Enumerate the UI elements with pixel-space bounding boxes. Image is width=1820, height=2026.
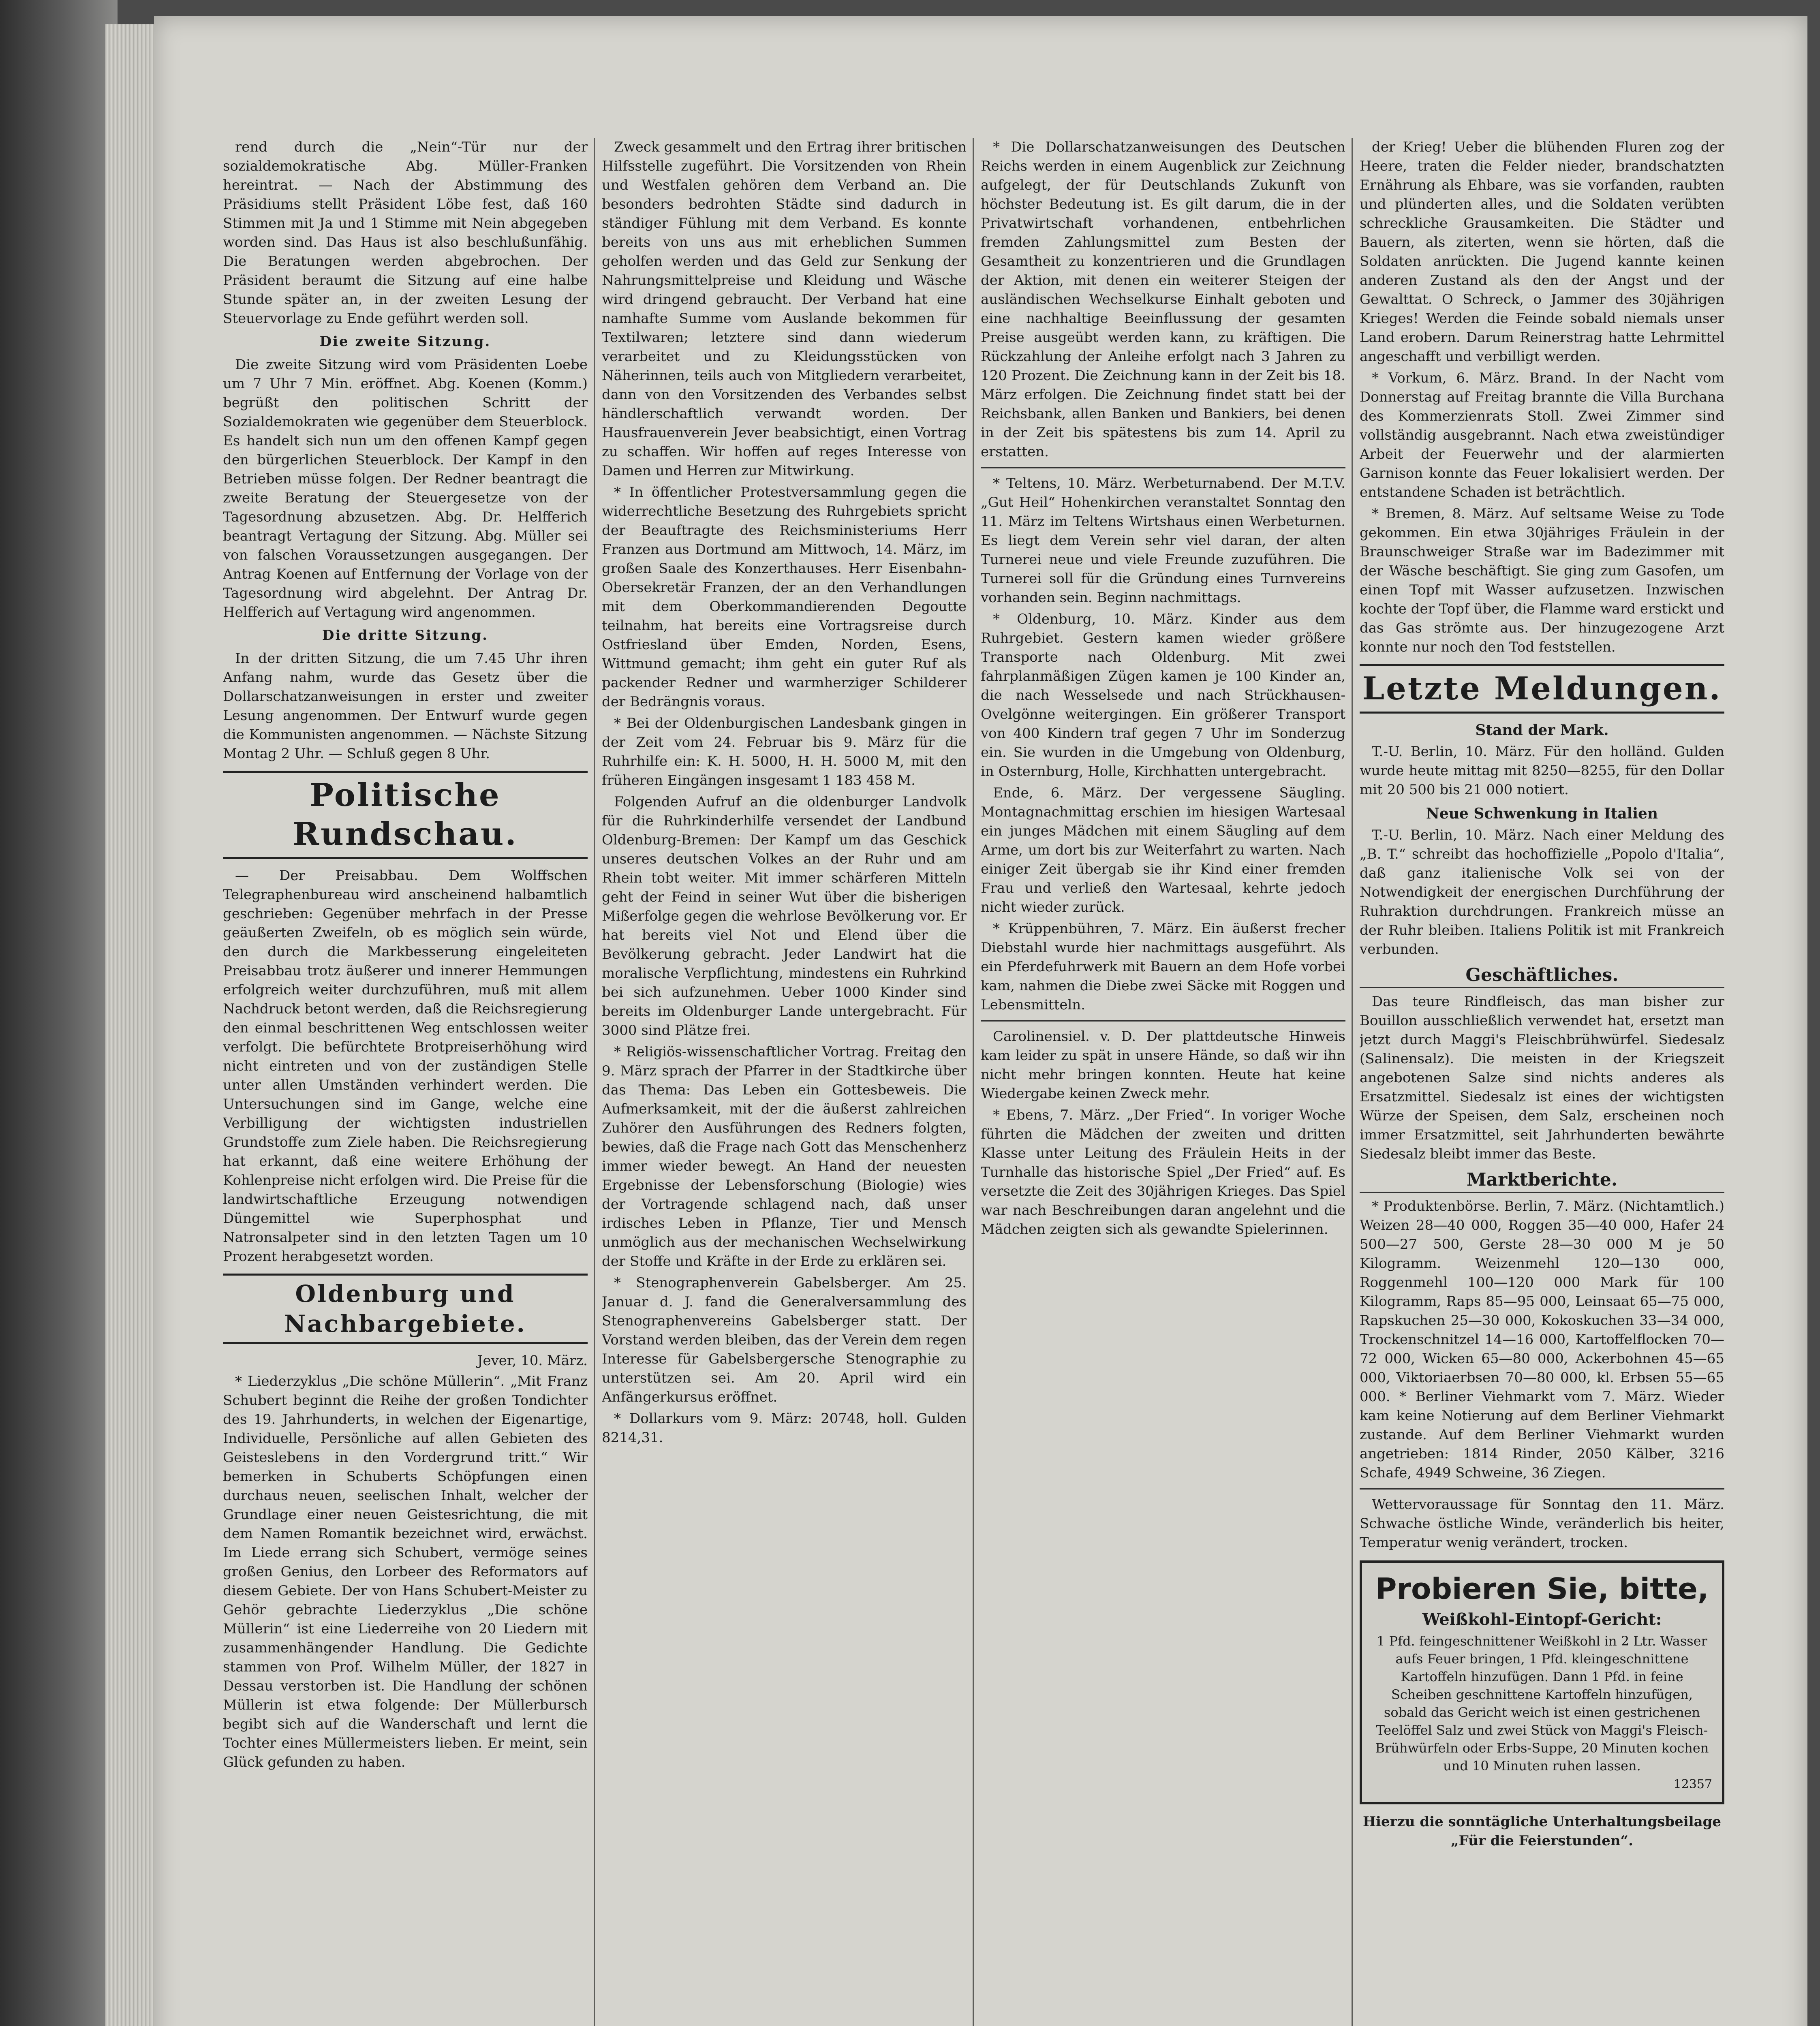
article-text: Ende, 6. März. Der vergessene Säugling. Montagnachmittag erschien im hiesigen Wartesaal ein junges Mädchen mit einem Säugling auf dem Arme, um dort bis zur Weiterfahrt zu warten. Nach einiger Zeit übergab sie ihr Kind einer fremden Frau und verließ den Wartesaal, kehrte jedoch nicht wieder zurück. [981, 785, 1345, 915]
politische-rundschau-heading: Politische Rundschau. [223, 771, 588, 859]
page-stack-edge [105, 24, 162, 2026]
article-text: * Bremen, 8. März. Auf seltsame Weise zu Tode gekommen. Ein etwa 30jähriges Fräulein in der Braunschweiger Straße war im Badezimmer mit der Wäsche beschäftigt. Sie ging zum Gasofen, um einen Topf mit Wasser aufzusetzen. Inzwischen kochte der Topf über, die Flamme ward erstickt und das Gas strömte aus. Der hinzugezogene Arzt konnte nur noch den Tod feststellen. [1360, 506, 1724, 655]
article-text: T.-U. Berlin, 10. März. Für den holländ. Gulden wurde heute mittag mit 8250—8255, für den Dollar mit 20 500 bis 21 000 notiert. [1360, 744, 1724, 798]
column-2 [602, 138, 967, 2026]
letzte-meldungen-heading: Letzte Meldungen. [1360, 664, 1724, 714]
article-text: In der dritten Sitzung, die um 7.45 Uhr ihren Anfang nahm, wurde das Gesetz über die Dollarschatzanweisungen in erster und zweiter Lesung angenommen. Der Entwurf wurde gegen die Kommunisten angenommen. — Nächste Sitzung Montag 2 Uhr. — Schluß gegen 8 Uhr. [223, 650, 588, 762]
weather-forecast: Wettervoraussage für Sonntag den 11. März. Schwache östliche Winde, veränderlich bis heiter, Temperatur wenig verändert, trocken. [1360, 1496, 1724, 1551]
column-1 [223, 138, 588, 2026]
article-text: der Krieg! Ueber die blühenden Fluren zog der Heere, traten die Felder nieder, brandschatzten Ernährung als Ehbare, was sie vorfanden, raubten und plünderten alles, und die Soldaten verübten schreckliche Grausamkeiten. Die Städter und Bauern, als ziterten, wenn sie hörten, daß die Soldaten anrückten. Die Jugend kannte keinen anderen Zustand als den der Angst und der Gewalttat. O Schreck, o Jammer des 30jährigen Krieges! Werden die Feinde sobald niemals unser Land erobern. Darum Reinerstrag hatte Lehrmittel angeschafft und verbilligt werden. [1360, 139, 1724, 365]
article-text: * Bei der Oldenburgischen Landesbank gingen in der Zeit vom 24. Februar bis 9. März für die Ruhrhilfe ein: K. H. 5000, H. H. 5000 M, mit den früheren Eingängen insgesamt 1 183 458 M. [602, 715, 967, 789]
divider [981, 467, 1345, 468]
article-text: Zweck gesammelt und den Ertrag ihrer britischen Hilfsstelle zugeführt. Die Vorsitzenden von Rhein und Westfalen gehören dem Verband an. Die besonders bedrohten Städte sind dadurch in ständiger Fühlung mit dem Verband. Es konnte bereits von uns aus mit erheblichen Summen geholfen werden und das Geld zur Senkung der Nahrungsmittelpreise und Kleidung und Wäsche wird dringend gebraucht. Der Verband hat eine namhafte Summe vom Auslande bekommen für Textilwaren; letztere sind dann wiederum verarbeitet und zu Kleidungsstücken von Näherinnen, teils auch von Mitgliedern verarbeitet, dann von den Vorsitzenden des Verbandes selbst händlerschaftlich verwandt worden. Der Hausfrauenverein Jever beabsichtigt, einen Vortrag zu schaffen. Wir hoffen auf reges Interesse von Damen und Herren zur Mitwirkung. [602, 139, 967, 479]
ad-code: 12357 [1673, 1777, 1712, 1791]
article-text: Die zweite Sitzung wird vom Präsidenten Loebe um 7 Uhr 7 Min. eröffnet. Abg. Koenen (Komm.) begrüßt den politischen Schritt der Sozialdemokraten wie gegenüber dem Steuerblock. Es handelt sich nun um den offenen Kampf gegen den bürgerlichen Steuerblock. Der Kampf in den Betrieben müsse folgen. Der Redner beantragt die zweite Beratung der Steuergesetze von der Tagesordnung abzusetzen. Abg. Dr. Helfferich beantragt Vertagung der Sitzung. Abg. Müller sei von falschen Voraussetzungen ausgegangen. Der Antrag Koenen auf Entfernung der Vorlage von der Tagesordnung wird abgelehnt. Der Antrag Dr. Helfferich auf Vertagung wird angenommen. [223, 357, 588, 620]
column-rule [973, 138, 974, 2026]
article-text: * Produktenbörse. Berlin, 7. März. (Nichtamtlich.) Weizen 28—40 000, Roggen 35—40 000, Hafer 24 500—27 500, Gerste 28—30 000 M je 50 Kilogramm. Weizenmehl 120—130 000, Roggenmehl 100—120 000 Mark für 100 Kilogramm, Raps 85—95 000, Leinsaat 65—75 000, Rapskuchen 25—30 000, Kokoskuchen 33—34 000, Trockenschnitzel 14—16 000, Kartoffelflocken 70—72 000, Wicken 65—80 000, Ackerbohnen 45—65 000, Viktoriaerbsen 70—80 000, kl. Erbsen 55—65 000. * Berliner Viehmarkt vom 7. März. Wieder kam keine Notierung auf dem Berliner Viehmarkt zustande. Auf dem Berliner Viehmarkt wurden angetrieben: 1814 Rinder, 2050 Kälber, 3216 Schafe, 4949 Schweine, 36 Ziegen. [1360, 1198, 1724, 1481]
article-text: — Der Preisabbau. Dem Wolffschen Telegraphenbureau wird anscheinend halbamtlich geschrieben: Gegenüber mehrfach in der Presse geäußerten Zweifeln, ob es möglich sein würde, den durch die Markbesserung eingeleiteten Preisabbau trotz äußerer und innerer Hemmungen erfolgreich weiter durchzuführen, muß mit allem Nachdruck betont werden, daß die Reichsregierung den einmal beschrittenen Weg entschlossen weiter verfolgt. Die befürchtete Brotpreiserhöhung wird nicht eintreten und von der zuständigen Stelle unter allen Umständen verhindert werden. Die Untersuchungen sind im Gange, welche eine Verbilligung der wichtigsten industriellen Grundstoffe zum Ziele haben. Die Reichsregierung hat erkannt, daß eine weitere Erhöhung der Kohlenpreise nicht erfolgen wird. Die Preise für die landwirtschaftliche Erzeugung notwendigen Düngemittel wie Superphosphat und Natronsalpeter sind in den letzten Tagen um 10 Prozent herabgesetzt worden. [223, 868, 588, 1265]
article-text: * Oldenburg, 10. März. Kinder aus dem Ruhrgebiet. Gestern kamen wieder größere Transporte nach Oldenburg. Mit zwei fahrplanmäßigen Zügen kamen je 100 Kinder an, die nach Wesselsede und nach Strückhausen-Ovelgönne weitergingen. Ein größerer Transport von 400 Kindern traf gegen 7 Uhr im Sonderzug ein. Sie wurden in die Umgebung von Oldenburg, in Osternburg, Holle, Kirchhatten untergebracht. [981, 611, 1345, 780]
section-title: Die zweite Sitzung. [319, 333, 491, 350]
article-text: * Krüppenbühren, 7. März. Ein äußerst frecher Diebstahl wurde hier nachmittags ausgeführt. Als ein Pferdefuhrwerk mit Bauern an dem Hofe vorbei kam, nahmen die Diebe zwei Säcke mit Roggen und Lebensmitteln. [981, 921, 1345, 1013]
advertisement-box [1360, 1560, 1724, 1804]
section-title: Neue Schwenkung in Italien [1426, 805, 1658, 822]
column-rule [594, 138, 595, 2026]
book-binding [0, 0, 118, 2026]
divider [981, 1020, 1345, 1022]
dateline: Jever, 10. März. [477, 1353, 588, 1369]
article-text: * Liederzyklus „Die schöne Müllerin“. „Mit Franz Schubert beginnt die Reihe der großen Tondichter des 19. Jahrhunderts, in welchen der Eigenartige, Individuelle, Persönliche auf allen Gebieten des Geisteslebens in den Vordergrund tritt.“ Wir bemerken in Schuberts Schöpfungen einen durchaus neuen, seelischen Inhalt, welcher der Grundlage einer neuen Geistesrichtung, die mit dem Namen Romantik bezeichnet wird, erwächst. Im Liede errang sich Schubert, vermöge seines großen Genius, den Lorbeer des Reformators auf diesem Gebiete. Der von Hans Schubert-Meister zu Gehör gebrachte Liederzyklus „Die schöne Müllerin“ ist eine Liederreihe von 20 Liedern mit zusammenhängender Handlung. Die Gedichte stammen von Prof. Wilhelm Müller, der 1827 in Dessau verstorben ist. Die Handlung der schönen Müllerin ist etwa folgende: Der Müllerbursch begibt sich auf die Wanderschaft und lernt die Tochter eines Müllermeisters lieben. Er meint, sein Glück gefunden zu haben. [223, 1373, 588, 1770]
marktberichte-heading: Marktberichte. [1360, 1170, 1724, 1193]
section-title: Die dritte Sitzung. [322, 627, 488, 643]
article-text: * Stenographenverein Gabelsberger. Am 25. Januar d. J. fand die Generalversammlung des Stenographenvereins Gabelsberger statt. Der Vorstand werden bleiben, das der Verein dem regen Interesse für Gabelsbergersche Stenographie zu unterstützen sei. Am 20. April wird ein Anfängerkursus eröffnet. [602, 1275, 967, 1405]
article-text: * Die Dollarschatzanweisungen des Deutschen Reichs werden in einem Augenblick zur Zeichnung aufgelegt, der für Deutschlands Zukunft von höchster Bedeutung ist. Es gilt darum, die in der Privatwirtschaft vorhandenen, entbehrlichen fremden Zahlungsmittel zum Besten der Gesamtheit zu konzentrieren und die Grundlagen der Aktion, mit denen ein weiterer Steigen der ausländischen Wechselkurse Einhalt geboten und eine nachhaltige Beeinflussung der gesamten Preise ausgeübt werden kann, zu kräftigen. Die Rückzahlung der Anleihe erfolgt nach 3 Jahren zu 120 Prozent. Die Zeichnung kann in der Zeit bis 18. März erfolgen. Die Zeichnung findet statt bei der Reichsbank, allen Banken und Bankiers, bei denen in der Zeit bis spätestens bis zum 14. April zu erstatten. [981, 139, 1345, 460]
article-text: * Ebens, 7. März. „Der Fried“. In voriger Woche führten die Mädchen der zweiten und dritten Klasse unter Leitung des Fräulein Heits in der Turnhalle das historische Spiel „Der Fried“ auf. Es versetzte die Zeit des 30jährigen Krieges. Das Spiel war nach Beschreibungen daran angelehnt und die Mädchen zeigten sich als gewandte Spielerinnen. [981, 1107, 1345, 1237]
supplement-note: Hierzu die sonntägliche Unterhaltungsbeilage „Für die Feierstunden“. [1362, 1814, 1722, 1849]
ad-title: Probieren Sie, bitte, [1375, 1572, 1709, 1606]
article-text: T.-U. Berlin, 10. März. Nach einer Meldung des „B. T.“ schreibt das hochoffizielle „Popolo d'Italia“, daß ganz italienische Volk sei von der Notwendigkeit der energischen Durchführung der Ruhraktion durchdrungen. Frankreich müsse an der Ruhr bleiben. Italiens Politik ist mit Frankreich verbunden. [1360, 827, 1724, 957]
article-text: rend durch die „Nein“-Tür nur der sozialdemokratische Abg. Müller-Franken hereintrat. — Nach der Abstimmung des Präsidiums stellt Präsident Löbe fest, daß 160 Stimmen mit Ja und 1 Stimme mit Nein abgegeben worden sind. Das Haus ist also beschlußunfähig. Die Beratungen werden abgebrochen. Der Präsident beraumt die Sitzung auf eine halbe Stunde später an, in der zweiten Lesung der Steuervorlage zu Ende geführt werden soll. [223, 139, 588, 327]
article-text: * In öffentlicher Protestversammlung gegen die widerrechtliche Besetzung des Ruhrgebiets spricht der Beauftragte des Reichsministeriums Herr Franzen aus Dortmund am Mittwoch, 14. März, im großen Saale des Konzerthauses. Herr Eisenbahn-Obersekretär Franzen, der an den Verhandlungen mit dem Oberkommandierenden Degoutte teilnahm, hat bereits eine Vortragsreise durch Ostfriesland über Emden, Norden, Esens, Wittmund gemacht; ihm geht ein guter Ruf als packender Redner und warmherziger Schilderer der Bedrängnis voraus. [602, 484, 967, 710]
article-text: * Vorkum, 6. März. Brand. In der Nacht vom Donnerstag auf Freitag brannte die Villa Burchana des Kommerzienrats Stoll. Zwei Zimmer sind vollständig ausgebrannt. Nach etwa zweistündiger Arbeit der Feuerwehr und der alarmierten Garnison konnte das Feuer lokalisiert werden. Der entstandene Schaden ist beträchtlich. [1360, 370, 1724, 500]
column-3 [981, 138, 1345, 2026]
newspaper-page [154, 16, 1807, 2026]
column-rule [1352, 138, 1353, 2026]
oldenburg-heading: Oldenburg und Nachbargebiete. [223, 1274, 588, 1344]
ad-body: 1 Pfd. feingeschnittener Weißkohl in 2 Ltr. Wasser aufs Feuer bringen, 1 Pfd. kleingeschnittene Kartoffeln hinzufügen. Dann 1 Pfd. in feine Scheiben geschnittene Kartoffeln hinzufügen, sobald das Gericht weich ist einen gestrichenen Teelöffel Salz und zwei Stück von Maggi's Fleisch-Brühwürfeln oder Erbs-Suppe, 20 Minuten kochen und 10 Minuten ruhen lassen. [1375, 1633, 1709, 1774]
section-title: Stand der Mark. [1475, 722, 1609, 739]
article-text: * Religiös-wissenschaftlicher Vortrag. Freitag den 9. März sprach der Pfarrer in der Stadtkirche über das Thema: Das Leben ein Gottesbeweis. Die Aufmerksamkeit, mit der die äußerst zahlreichen Zuhörer den Ausführungen des Redners folgten, bewies, daß die Frage nach Gott das Menschenherz immer wieder bewegt. An Hand der neuesten Ergebnisse der Lebensforschung (Biologie) wies der Vortragende schlagend nach, daß unser irdisches Leben in Pflanze, Tier und Mensch unmöglich aus der mechanischen Wechselwirkung der Stoffe und Kräfte in der Erde zu erklären sei. [602, 1044, 967, 1269]
article-text: Das teure Rindfleisch, das man bisher zur Bouillon ausschließlich verwendet hat, ersetzt man jetzt durch Maggi's Fleischbrühwürfel. Siedesalz (Salinensalz). Die meisten in der Kriegszeit angebotenen Salze sind nichts anderes als Ersatzmittel. Siedesalz ist eines der wichtigsten Würze der Speisen, dem Salz, erscheinen noch immer Ersatzmittel, seit Jahrhunderten bewährte Siedesalz bleibt immer das Beste. [1360, 994, 1724, 1162]
article-text: * Dollarkurs vom 9. März: 20748, holl. Gulden 8214,31. [602, 1411, 967, 1446]
column-4 [1360, 138, 1724, 2026]
divider [1360, 1488, 1724, 1490]
ad-subtitle: Weißkohl-Eintopf-Gericht: [1422, 1610, 1662, 1629]
geschaeftliches-heading: Geschäftliches. [1360, 966, 1724, 988]
article-text: Carolinensiel. v. D. Der plattdeutsche Hinweis kam leider zu spät in unsere Hände, so daß wir ihn nicht mehr bringen konnten. Heute hat keine Wiedergabe keinen Zweck mehr. [981, 1028, 1345, 1102]
article-text: * Teltens, 10. März. Werbeturnabend. Der M.T.V. „Gut Heil“ Hohenkirchen veranstaltet Sonntag den 11. März im Teltens Wirtshaus einen Werbeturnen. Es liegt dem Verein sehr viel daran, der alten Turnerei neue und viele Freunde zuzuführen. Die Turnerei soll für die Gründung eines Turnvereins vorhanden sein. Beginn nachmittags. [981, 475, 1345, 606]
article-text: Folgenden Aufruf an die oldenburger Landvolk für die Ruhrkinderhilfe versendet der Landbund Oldenburg-Bremen: Der Kampf um das Geschick unseres deutschen Volkes an der Ruhr und am Rhein tobt weiter. Mit immer schärferen Mitteln geht der Feind in seiner Wut über die bisherigen Mißerfolge gegen die wehrlose Bevölkerung vor. Er hat bereits viel Not und Elend über die Bevölkerung gebracht. Jeder Landwirt hat die moralische Verpflichtung, mindestens ein Ruhrkind bei sich aufzunehmen. Ueber 1000 Kinder sind bereits im Oldenburger Lande untergebracht. Für 3000 sind Plätze frei. [602, 794, 967, 1039]
